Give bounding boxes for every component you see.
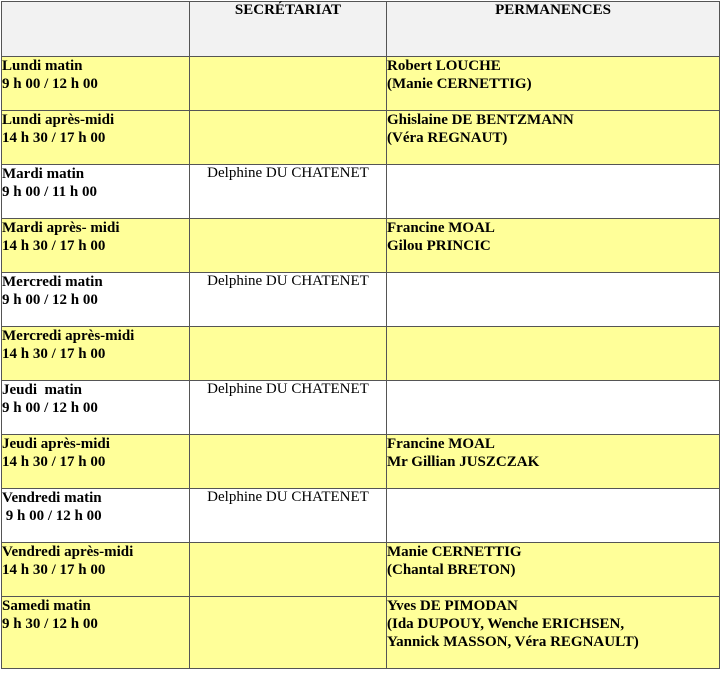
secretariat-cell <box>190 111 387 165</box>
hours-label: 9 h 00 / 12 h 00 <box>2 76 98 92</box>
day-cell <box>2 489 190 543</box>
day-label: Vendredi matin <box>2 490 102 506</box>
permanences-cell <box>387 543 720 597</box>
permanences-cell <box>387 381 720 435</box>
hours-label: 9 h 00 / 12 h 00 <box>2 292 98 308</box>
table-row <box>2 597 720 669</box>
header-row <box>2 2 720 57</box>
day-label: Lundi après-midi <box>2 112 115 128</box>
perm-line: (Véra REGNAUT) <box>387 130 508 146</box>
permanences-cell <box>387 435 720 489</box>
table-row <box>2 489 720 543</box>
perm-line: Francine MOAL <box>387 220 495 236</box>
perm-line: (Chantal BRETON) <box>387 562 516 578</box>
hours-label: 9 h 00 / 12 h 00 <box>2 400 98 416</box>
perm-line: (Manie CERNETTIG) <box>387 76 532 92</box>
day-cell <box>2 273 190 327</box>
table-row <box>2 543 720 597</box>
header-secretariat: SECRÉTARIAT <box>190 2 387 57</box>
day-label: Jeudi après-midi <box>2 436 110 452</box>
table-row <box>2 57 720 111</box>
perm-line: Robert LOUCHE <box>387 58 501 74</box>
permanences-cell <box>387 489 720 543</box>
day-label: Mercredi après-midi <box>2 328 135 344</box>
hours-label: 14 h 30 / 17 h 00 <box>2 562 106 578</box>
secretariat-cell <box>190 57 387 111</box>
hours-label: 9 h 30 / 12 h 00 <box>2 616 98 632</box>
hours-label: 14 h 30 / 17 h 00 <box>2 346 106 362</box>
permanences-cell <box>387 597 720 669</box>
header-permanences: PERMANENCES <box>387 2 720 57</box>
hours-label: 9 h 00 / 11 h 00 <box>2 184 98 200</box>
secretariat-cell <box>190 597 387 669</box>
permanences-cell <box>387 273 720 327</box>
day-cell <box>2 165 190 219</box>
perm-line: Gilou PRINCIC <box>387 238 491 254</box>
day-label: Vendredi après-midi <box>2 544 134 560</box>
permanences-cell <box>387 111 720 165</box>
day-cell <box>2 381 190 435</box>
table-row <box>2 165 720 219</box>
table-row <box>2 111 720 165</box>
permanences-cell <box>387 57 720 111</box>
day-label: Jeudi matin <box>2 382 83 398</box>
day-label: Lundi matin <box>2 58 83 74</box>
permanences-cell <box>387 165 720 219</box>
hours-label: 9 h 00 / 12 h 00 <box>2 508 102 524</box>
day-cell <box>2 327 190 381</box>
day-label: Mardi matin <box>2 166 85 182</box>
day-cell <box>2 111 190 165</box>
day-label: Samedi matin <box>2 598 91 614</box>
day-cell <box>2 543 190 597</box>
perm-line: Mr Gillian JUSZCZAK <box>387 454 540 470</box>
secretariat-cell <box>190 327 387 381</box>
secretariat-cell <box>190 219 387 273</box>
schedule-table <box>1 1 720 669</box>
day-cell <box>2 57 190 111</box>
day-label: Mardi après- midi <box>2 220 120 236</box>
table-row <box>2 327 720 381</box>
hours-label: 14 h 30 / 17 h 00 <box>2 238 106 254</box>
hours-label: 14 h 30 / 17 h 00 <box>2 130 106 146</box>
secretariat-cell: Delphine DU CHATENET <box>190 273 387 327</box>
permanences-cell <box>387 327 720 381</box>
perm-line: Francine MOAL <box>387 436 495 452</box>
table-row <box>2 219 720 273</box>
secretariat-cell <box>190 543 387 597</box>
hours-label: 14 h 30 / 17 h 00 <box>2 454 106 470</box>
secretariat-cell: Delphine DU CHATENET <box>190 165 387 219</box>
secretariat-cell: Delphine DU CHATENET <box>190 489 387 543</box>
header-day <box>2 2 190 57</box>
secretariat-cell <box>190 435 387 489</box>
perm-line: Yannick MASSON, Véra REGNAULT) <box>387 634 639 650</box>
permanences-cell <box>387 219 720 273</box>
day-cell <box>2 597 190 669</box>
table-row <box>2 435 720 489</box>
perm-line: Ghislaine DE BENTZMANN <box>387 112 574 128</box>
secretariat-cell: Delphine DU CHATENET <box>190 381 387 435</box>
day-cell <box>2 219 190 273</box>
day-cell <box>2 435 190 489</box>
perm-line: (Ida DUPOUY, Wenche ERICHSEN, <box>387 616 625 632</box>
perm-line: Yves DE PIMODAN <box>387 598 518 614</box>
table-row <box>2 381 720 435</box>
perm-line: Manie CERNETTIG <box>387 544 522 560</box>
table-row <box>2 273 720 327</box>
day-label: Mercredi matin <box>2 274 103 290</box>
